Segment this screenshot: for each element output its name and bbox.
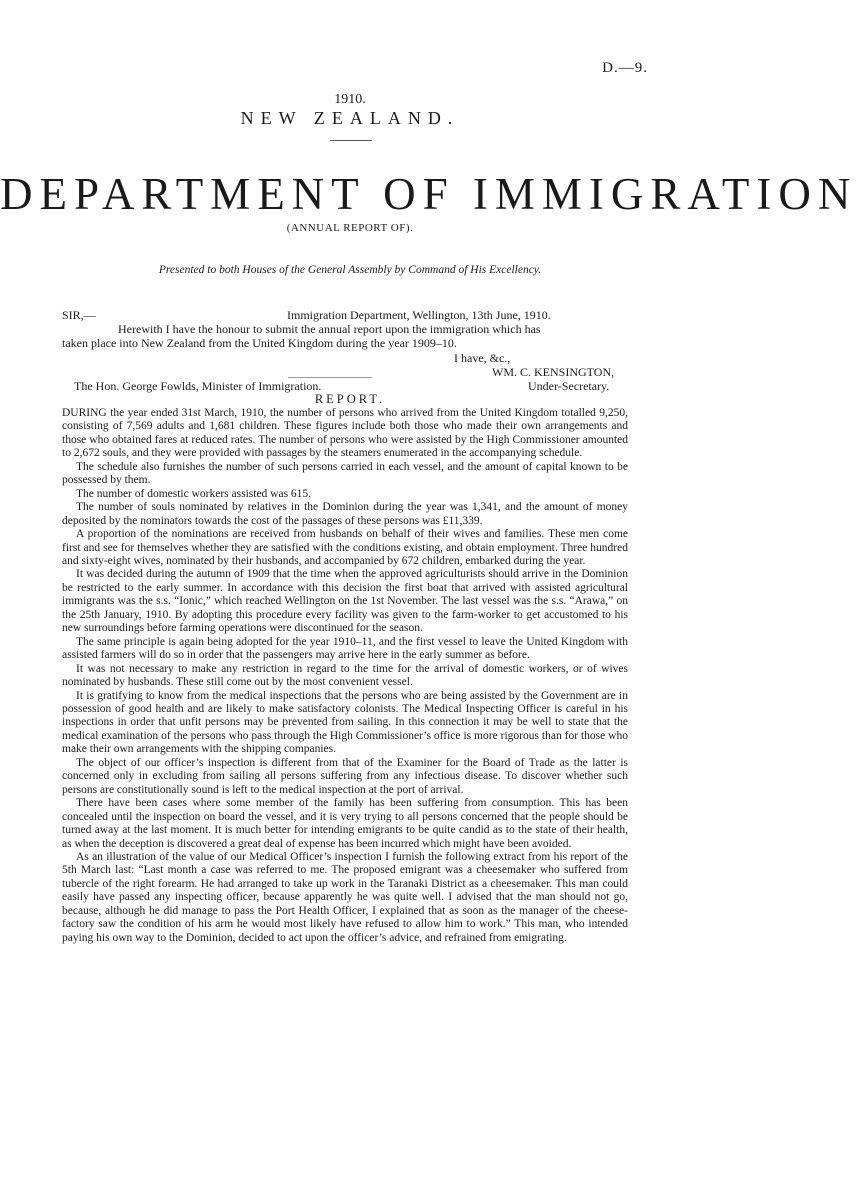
divider <box>330 140 372 141</box>
report-year: 1910. <box>334 92 366 107</box>
report-paragraph: DURING the year ended 31st March, 1910, the number of persons who arrived from the United Kingdom totalled 9,250, consisting of 7,569 adults and 1,681 children. These figures include both those who made their own arrangements and those who obtained fares at reduced rates. The number of persons who were assisted by the High Commissioner amounted to 2,672 souls, and they were provided with passages by the steamers enumerated in the accompanying schedule. <box>62 407 628 460</box>
letter-address-date: Immigration Department, Wellington, 13th June, 1910. <box>287 308 551 322</box>
report-paragraph: It was decided during the autumn of 1909 that the time when the approved agriculturists should arrive in the Dominion be restricted to the early summer. In accordance with this decision the first boat that arrived with assisted agricultural immigrants was the s.s. “Ionic,” which reached Wellington on the 1st November. The last vessel was the s.s. “Arawa,” on the 25th January, 1910. By adopting this procedure every facility was given to the farm-worker to get accustomed to his new surroundings before farming operations were discontinued for the season. <box>62 568 628 635</box>
lead-word: DURING <box>62 407 107 419</box>
department-title: DEPARTMENT OF IMMIGRATION <box>0 169 857 219</box>
report-paragraph: It is gratifying to know from the medical inspections that the persons who are being assisted by the Government are in possession of good health and are likely to make satisfactory colonists. The Medical Inspecting Officer is careful in his inspections in order that unfit persons may be prevented from sailing. In this connection it may be well to state that the medical examination of the persons who pass through the High Commissioner’s office is more rigorous than for those who make their own arrangements with the shipping companies. <box>62 689 628 756</box>
cover-letter <box>62 308 632 393</box>
report-paragraph: The object of our officer’s inspection is different from that of the Examiner for the Board of Trade as the latter is concerned only in excluding from sailing all persons suffering from any infectious disease. To discover whether such persons are constitutionally sound is left to the medical inspection at the port of arrival. <box>62 756 628 796</box>
letter-signatory-title: Under-Secretary. <box>528 378 610 393</box>
letter-salutation: SIR,— <box>62 308 96 322</box>
report-paragraph: As an illustration of the value of our Medical Officer’s inspection I furnish the following extract from his report of the 5th March last: “Last month a case was referred to me. The proposed emigrant was a cheesemaker who suffered from tubercle of the right forearm. He had arranged to take up work in the Taranaki District as a cheesemaker. This man could easily have passed any inspecting officer, because apparently he was quite well. I advised that the man should not go, because, although he did manage to pass the Port Health Officer, I explained that as soon as the manager of the cheese-factory saw the condition of his arm he would most likely have refused to allow him to work.” This man, who intended paying his own way to the Dominion, decided to act upon the officer’s advice, and refrained from emigrating. <box>62 850 628 944</box>
presentation-note: Presented to both Houses of the General Assembly by Command of His Excellency. <box>158 264 542 276</box>
letter-signatory: WM. C. KENSINGTON, <box>492 364 615 379</box>
divider <box>288 377 372 378</box>
report-body <box>62 407 628 945</box>
letter-closing: I have, &c., <box>454 350 511 365</box>
report-paragraph: The same principle is again being adopted for the year 1910–11, and the first vessel to leave the United Kingdom with assisted farmers will do so in order that the passengers may arrive here in the early summer as before. <box>62 635 628 662</box>
country-heading: NEW ZEALAND. <box>240 108 460 128</box>
report-paragraph: It was not necessary to make any restriction in regard to the time for the arrival of domestic workers, or of wives nominated by husbands. These still come out by the most convenient vessel. <box>62 662 628 689</box>
paper-reference: D.—9. <box>602 60 648 76</box>
letter-body-line: taken place into New Zealand from the United Kingdom during the year 1909–10. <box>62 336 457 351</box>
report-paragraph: The schedule also furnishes the number of such persons carried in each vessel, and the amount of capital known to be possessed by them. <box>62 460 628 487</box>
report-paragraph: There have been cases where some member of the family has been suffering from consumption. This has been concealed until the inspection on board the vessel, and it is very trying to all persons concerned that the people should be turned away at the last moment. It is much better for intending emigrants to be quite candid as to the state of their health, as when the deception is discovered a great deal of expense has been incurred which might have been avoided. <box>62 797 628 850</box>
report-heading: REPORT. <box>314 392 386 406</box>
letter-addressee: The Hon. George Fowlds, Minister of Immigration. <box>74 378 322 393</box>
report-subtitle: (ANNUAL REPORT OF). <box>286 222 414 234</box>
letter-body-line: Herewith I have the honour to submit the annual report upon the immigration which has <box>118 322 541 337</box>
report-paragraph: The number of souls nominated by relatives in the Dominion during the year was 1,341, and the amount of money deposited by the nominators towards the cost of the passages of these persons was £11,339. <box>62 501 628 527</box>
report-paragraph: A proportion of the nominations are received from husbands on behalf of their wives and families. These men come first and see for themselves whether they are satisfied with the conditions existing, and obtain employment. Three hundred and sixty-eight wives, nominated by their husbands, and accompanied by 672 children, embarked during the year. <box>62 528 628 567</box>
report-paragraph: The number of domestic workers assisted was 615. <box>76 487 312 500</box>
